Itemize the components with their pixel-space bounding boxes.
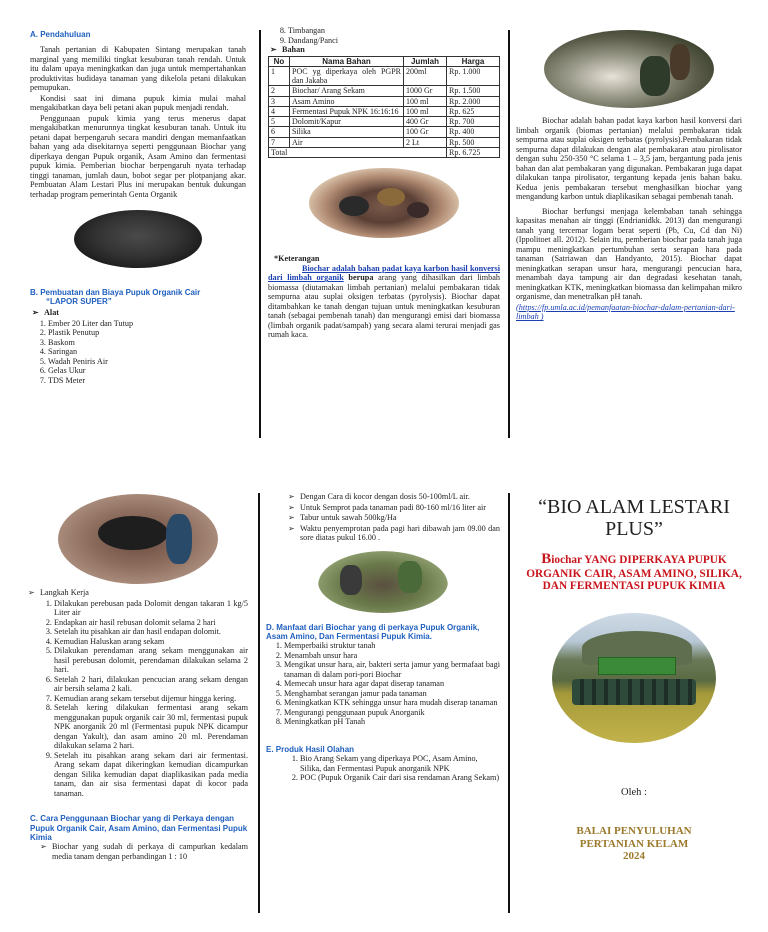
table-cell: 3: [269, 96, 290, 106]
oleh-label: Oleh :: [621, 786, 647, 798]
total-label: Total: [269, 147, 447, 157]
divider-1: [259, 30, 261, 438]
biochar-definition-link[interactable]: Biochar adalah bahan padat kaya karbon hasil konversi dari limbah organik: [268, 263, 500, 283]
list-item: 4. Saringan: [48, 347, 246, 357]
cover-subtitle-initial: B: [541, 550, 552, 567]
group-photo: [552, 613, 716, 743]
table-cell: Air: [290, 137, 404, 147]
table-cell: Fermentasi Pupuk NPK 16:16:16: [290, 106, 404, 116]
section-a-title: A. Pendahuluan: [30, 30, 91, 39]
list-item: 2. Menambah unsur hara: [284, 651, 500, 661]
divider-4: [508, 493, 510, 913]
section-e-title: E. Produk Hasil Olahan: [266, 744, 355, 754]
list-item: 8. Meningkatkan pH Tanah: [284, 717, 500, 727]
table-cell: 5: [269, 117, 290, 127]
list-item: 2. Plastik Penutup: [48, 328, 246, 338]
org-line-1: BALAI PENYULUHAN: [576, 825, 692, 838]
table-cell: 1: [269, 66, 290, 86]
table-row: [269, 137, 500, 147]
keterangan-label: *Keterangan: [274, 254, 320, 264]
table-header: Nama Bahan: [290, 56, 404, 66]
panel-cover: [516, 492, 752, 912]
section-d-title: D. Manfaat dari Biochar yang di perkaya Pupuk Organik, Asam Amino, Dan Fermentasi Pupuk Kimia.: [266, 622, 480, 641]
table-cell: Asam Amino: [290, 96, 404, 106]
table-cell: 2 Lt: [404, 137, 447, 147]
section-b-subtitle: “LAPOR SUPER”: [46, 296, 112, 306]
produk-list: [266, 754, 500, 783]
org-line-2: PERTANIAN KELAM: [579, 837, 689, 850]
list-item: ➢ Biochar yang sudah di perkaya di campurkan kedalam media tanam dengan perbandingan 1 : 10: [52, 842, 248, 861]
table-row: [269, 86, 500, 96]
keterangan-bold: berupa: [348, 273, 374, 283]
table-cell: Rp. 1.500: [447, 86, 500, 96]
table-total-row: [269, 147, 500, 157]
section-b-title: B. Pembuatan dan Biaya Pupuk Organik Cair: [30, 287, 201, 297]
table-cell: Rp. 700: [447, 117, 500, 127]
org-name: [516, 825, 752, 863]
burning-photo: [544, 30, 714, 108]
list-item: 6. Setelah 2 hari, dilakukan pencucian arang sekam dengan air bersih selama 2 kali.: [54, 675, 248, 694]
list-item: 3. Baskom: [48, 338, 246, 348]
table-cell: 100 ml: [404, 106, 447, 116]
list-item: 4. Kemudian Haluskan arang sekam: [54, 637, 248, 647]
biochar-paragraph-1: Biochar adalah bahan padat kaya karbon hasil konversi dari limbah organik (biomas pertanian) melalui pembakaran tidak sempurna atau suplai oksigen terbatas (pyrolysis).Pembakaran tidak sempurna dapat dilakukan dengan alat pembakaran atau pirolisator dengan suhu 250-350 °C selama 1 – 3,5 jam, bergantung pada jenis bahan dan alat pembakaran yang digunakan. Pembakaran juga dapat dilakukan tanpa pirolisator, tergantung kepada jenis bahan baku. Kedua jenis pembakaran tersebut menghasilkan biochar yang mengandung karbon untuk diaplikasikan sebagai pembenah tanah.: [516, 116, 742, 202]
list-item: 5. Menghambat serangan jamur pada tanaman: [284, 689, 500, 699]
table-cell: Biochar/ Arang Sekam: [290, 86, 404, 96]
list-item: 2. POC (Pupuk Organik Cair dari sisa rendaman Arang Sekam): [300, 773, 500, 783]
table-row: [269, 96, 500, 106]
table-cell: POC yg diperkaya oleh PGPR dan Jakaba: [290, 66, 404, 86]
table-cell: 400 Gr: [404, 117, 447, 127]
materials-photo: [309, 168, 459, 238]
list-item: 6. Meningkatkan KTK sehingga unsur hara mudah diserap tanaman: [284, 698, 500, 708]
table-cell: Rp. 400: [447, 127, 500, 137]
table-cell: 6: [269, 127, 290, 137]
charcoal-bowl-photo: [58, 494, 218, 584]
list-item: ➢ Tabur untuk sawah 500kg/Ha: [300, 513, 500, 523]
source-url-link[interactable]: (https://fp.umla.ac.id/pemanfaatan-biochar-dalam-pertanian-dari-limbah ): [516, 302, 735, 322]
panel-manfaat: [266, 492, 500, 912]
list-item: ➢ Waktu penyemprotan pada pagi hari dibawah jam 09.00 dan sore diatas pukul 16.00 .: [300, 524, 500, 543]
total-value: Rp. 6.725: [447, 147, 500, 157]
keterangan-text: [268, 264, 500, 340]
table-cell: 200ml: [404, 66, 447, 86]
bahan-label: ➢ Bahan: [282, 45, 500, 55]
table-row: [269, 117, 500, 127]
list-item: 1. Memperbaiki struktur tanah: [284, 641, 500, 651]
steps-list: [28, 599, 248, 799]
biochar-pile-image: [74, 210, 202, 268]
divider-2: [508, 30, 510, 438]
cover-subtitle: [516, 551, 752, 593]
cover-subtitle-rest: iochar YANG DIPERKAYA PUPUK ORGANIK CAIR, ASAM AMINO, SILIKA, DAN FERMENTASI PUPUK KIMIA: [526, 553, 742, 593]
manfaat-list: [266, 641, 500, 727]
intro-paragraph-2: Kondisi saat ini dimana pupuk kimia mulai mahal mengakibatkan daya beli petani akan pupuk menjadi rendah.: [30, 93, 246, 113]
table-header: Jumlah: [404, 56, 447, 66]
list-item: 7. Kemudian arang sekam tersebut dijemur hingga kering.: [54, 694, 248, 704]
list-item: ➢ Dengan Cara di kocor dengan dosis 50-100ml/L air.: [300, 492, 500, 502]
org-year: 2024: [623, 850, 645, 863]
panel-langkah-kerja: [28, 494, 248, 914]
table-cell: Rp. 1.000: [447, 66, 500, 86]
field-application-photo: [318, 551, 448, 613]
table-cell: Rp. 2.000: [447, 96, 500, 106]
panel-bahan: [268, 26, 500, 440]
list-item: 2. Endapkan air hasil rebusan dolomit selama 2 hari: [54, 618, 248, 628]
table-cell: 100 ml: [404, 96, 447, 106]
list-item: 6. Gelas Ukur: [48, 366, 246, 376]
panel-biochar-info: [516, 26, 742, 440]
section-c-title: C. Cara Penggunaan Biochar yang di Perkaya dengan Pupuk Organik Cair, Asam Amino, dan Fermentasi Pupuk Kimia: [30, 814, 248, 842]
table-header: Harga: [447, 56, 500, 66]
table-cell: Dolomit/Kapur: [290, 117, 404, 127]
list-item: 7. TDS Meter: [48, 376, 246, 386]
table-cell: Rp. 625: [447, 106, 500, 116]
list-item: 8. Setelah kering dilakukan fermentasi arang sekam menggunakan pupuk organik cair 30 ml, fermentasi pupuk NPK anorganik 20 ml (Fermentasi pupuk NPK dicampur dengan Yakult), dan asam amino 20 ml. Perendaman dilakukan selama 2 hari.: [54, 703, 248, 751]
list-item: 3. Mengikat unsur hara, air, bakteri serta jamur yang bermafaat bagi tanaman di dalam pori-pori Biochar: [284, 660, 500, 679]
alat-label: ➢ Alat: [44, 308, 246, 318]
panel-pendahuluan: [30, 30, 246, 440]
table-cell: 4: [269, 106, 290, 116]
table-row: [269, 106, 500, 116]
list-item: 8. Timbangan: [288, 26, 500, 36]
list-item: ➢ Untuk Semprot pada tanaman padi 80-160 ml/16 liter air: [300, 503, 500, 513]
list-item: 4. Memecah unsur hara agar dapat diserap tanaman: [284, 679, 500, 689]
divider-3: [258, 493, 260, 913]
table-cell: 1000 Gr: [404, 86, 447, 96]
table-cell: Rp. 500: [447, 137, 500, 147]
table-row: [269, 66, 500, 86]
list-item: 5. Dilakukan perendaman arang sekam menggunakan air hasil perebusan dolomit, perendaman dilakukan selama 2 hari.: [54, 646, 248, 675]
langkah-kerja-label: ➢ Langkah Kerja: [40, 588, 248, 598]
table-cell: 100 Gr: [404, 127, 447, 137]
alat-list: [30, 319, 246, 386]
table-cell: 2: [269, 86, 290, 96]
biochar-paragraph-2: Biochar berfungsi menjaga kelembaban tanah sehingga kapasitas menahan air tinggi (Endrianidkk. 2013) dan mengurangi tanah yang tercemar logam berat seperti (Pb, Cu, Cd dan Ni) (Ippolitoet all. 2012). Selain itu, pemberian biochar pada tanah juga mampu meningkatkan pertumbuhan serta serapan hara pada tanaman (Satriawan dan Handyanto, 2015). Biochar dapat meningkatkan serapan unsur hara, mengurangi pencucian hara, menambah daya tampung air dan degradasi kesehatan tanah, meningkatkan KTK, meningkatkan biomassa dan kelimpahan mikro organisme, dan menetralkan pH tanah.: [516, 206, 742, 302]
alat-list-continued: [268, 26, 500, 45]
table-cell: Silika: [290, 127, 404, 137]
list-item: 9. Dandang/Panci: [288, 36, 500, 46]
intro-paragraph-1: Tanah pertanian di Kabupaten Sintang merupakan tanah marginal yang memiliki tingkat kesuburan tanah rendah. Untuk itu dalam upaya meningkatkan dan juga untuk mempertahankan produktivitas budidaya tanaman yang dikelola petani dilakukan pemupukan.: [30, 45, 246, 93]
bahan-table: [268, 56, 500, 159]
intro-paragraph-3: Penggunaan pupuk kimia yang terus menerus dapat mengakibatkan menurunnya tingkat kesuburan tanah. Untuk itu petani dapat berpengaruh secara mandiri dengan memanfaatkan bahan yang ada disekitarnya seperti penggunaan Biochar yang diperkaya dengan Pupuk organik, Asam Amino dan fermentasi pupuk kimia. Pemberian biochar berpengaruh nyata terhadap tinggi tanaman, jumlah daun, bobot segar per plotpanjang akar. Pembuatan Alam Lestari Plus ini merupakan bentuk dukungan terhadap program pemerintah Genta Organik: [30, 113, 246, 199]
list-item: 1. Ember 20 Liter dan Tutup: [48, 319, 246, 329]
list-item: 5. Wadah Peniris Air: [48, 357, 246, 367]
cover-title: “BIO ALAM LESTARI PLUS”: [538, 496, 730, 541]
table-cell: 7: [269, 137, 290, 147]
list-item: 1. Bio Arang Sekam yang diperkaya POC, Asam Amino, Silika, dan Fermentasi Pupuk anorganik NPK: [300, 754, 500, 773]
list-item: 9. Setelah itu pisahkan arang sekam dari air fermentasi. Arang sekam dapat dikeringkan kemudian dicampurkan dengan Silika kemudian dapat diaplikasikan pada media tanam, dan air sisa fermentasi dapat di kocor pada tanaman.: [54, 751, 248, 799]
list-item: 3. Setelah itu pisahkan air dan hasil endapan dolomit.: [54, 627, 248, 637]
list-item: 7. Mengurangi penggunaan pupuk Anorganik: [284, 708, 500, 718]
list-item: 1. Dilakukan perebusan pada Dolomit dengan takaran 1 kg/5 Liter air: [54, 599, 248, 618]
table-header: No: [269, 56, 290, 66]
table-row: [269, 127, 500, 137]
keterangan-rest: arang yang dihasilkan dari limbah biomassa (diutamakan limbah pertanian) melalui pembakaran tidak sempurna atau suplai oksigen terbatas (pyrolysis). Biochar dapat ditambahkan ke tanah dengan tujuan untuk meningkatkan kesuburan tanah (sebagai pembenah tanah) dan mengurangi emisi dari biomassa (limbah organik padat/sampah) yang secara alami terurai menjadi gas rumah kaca.: [268, 273, 500, 340]
